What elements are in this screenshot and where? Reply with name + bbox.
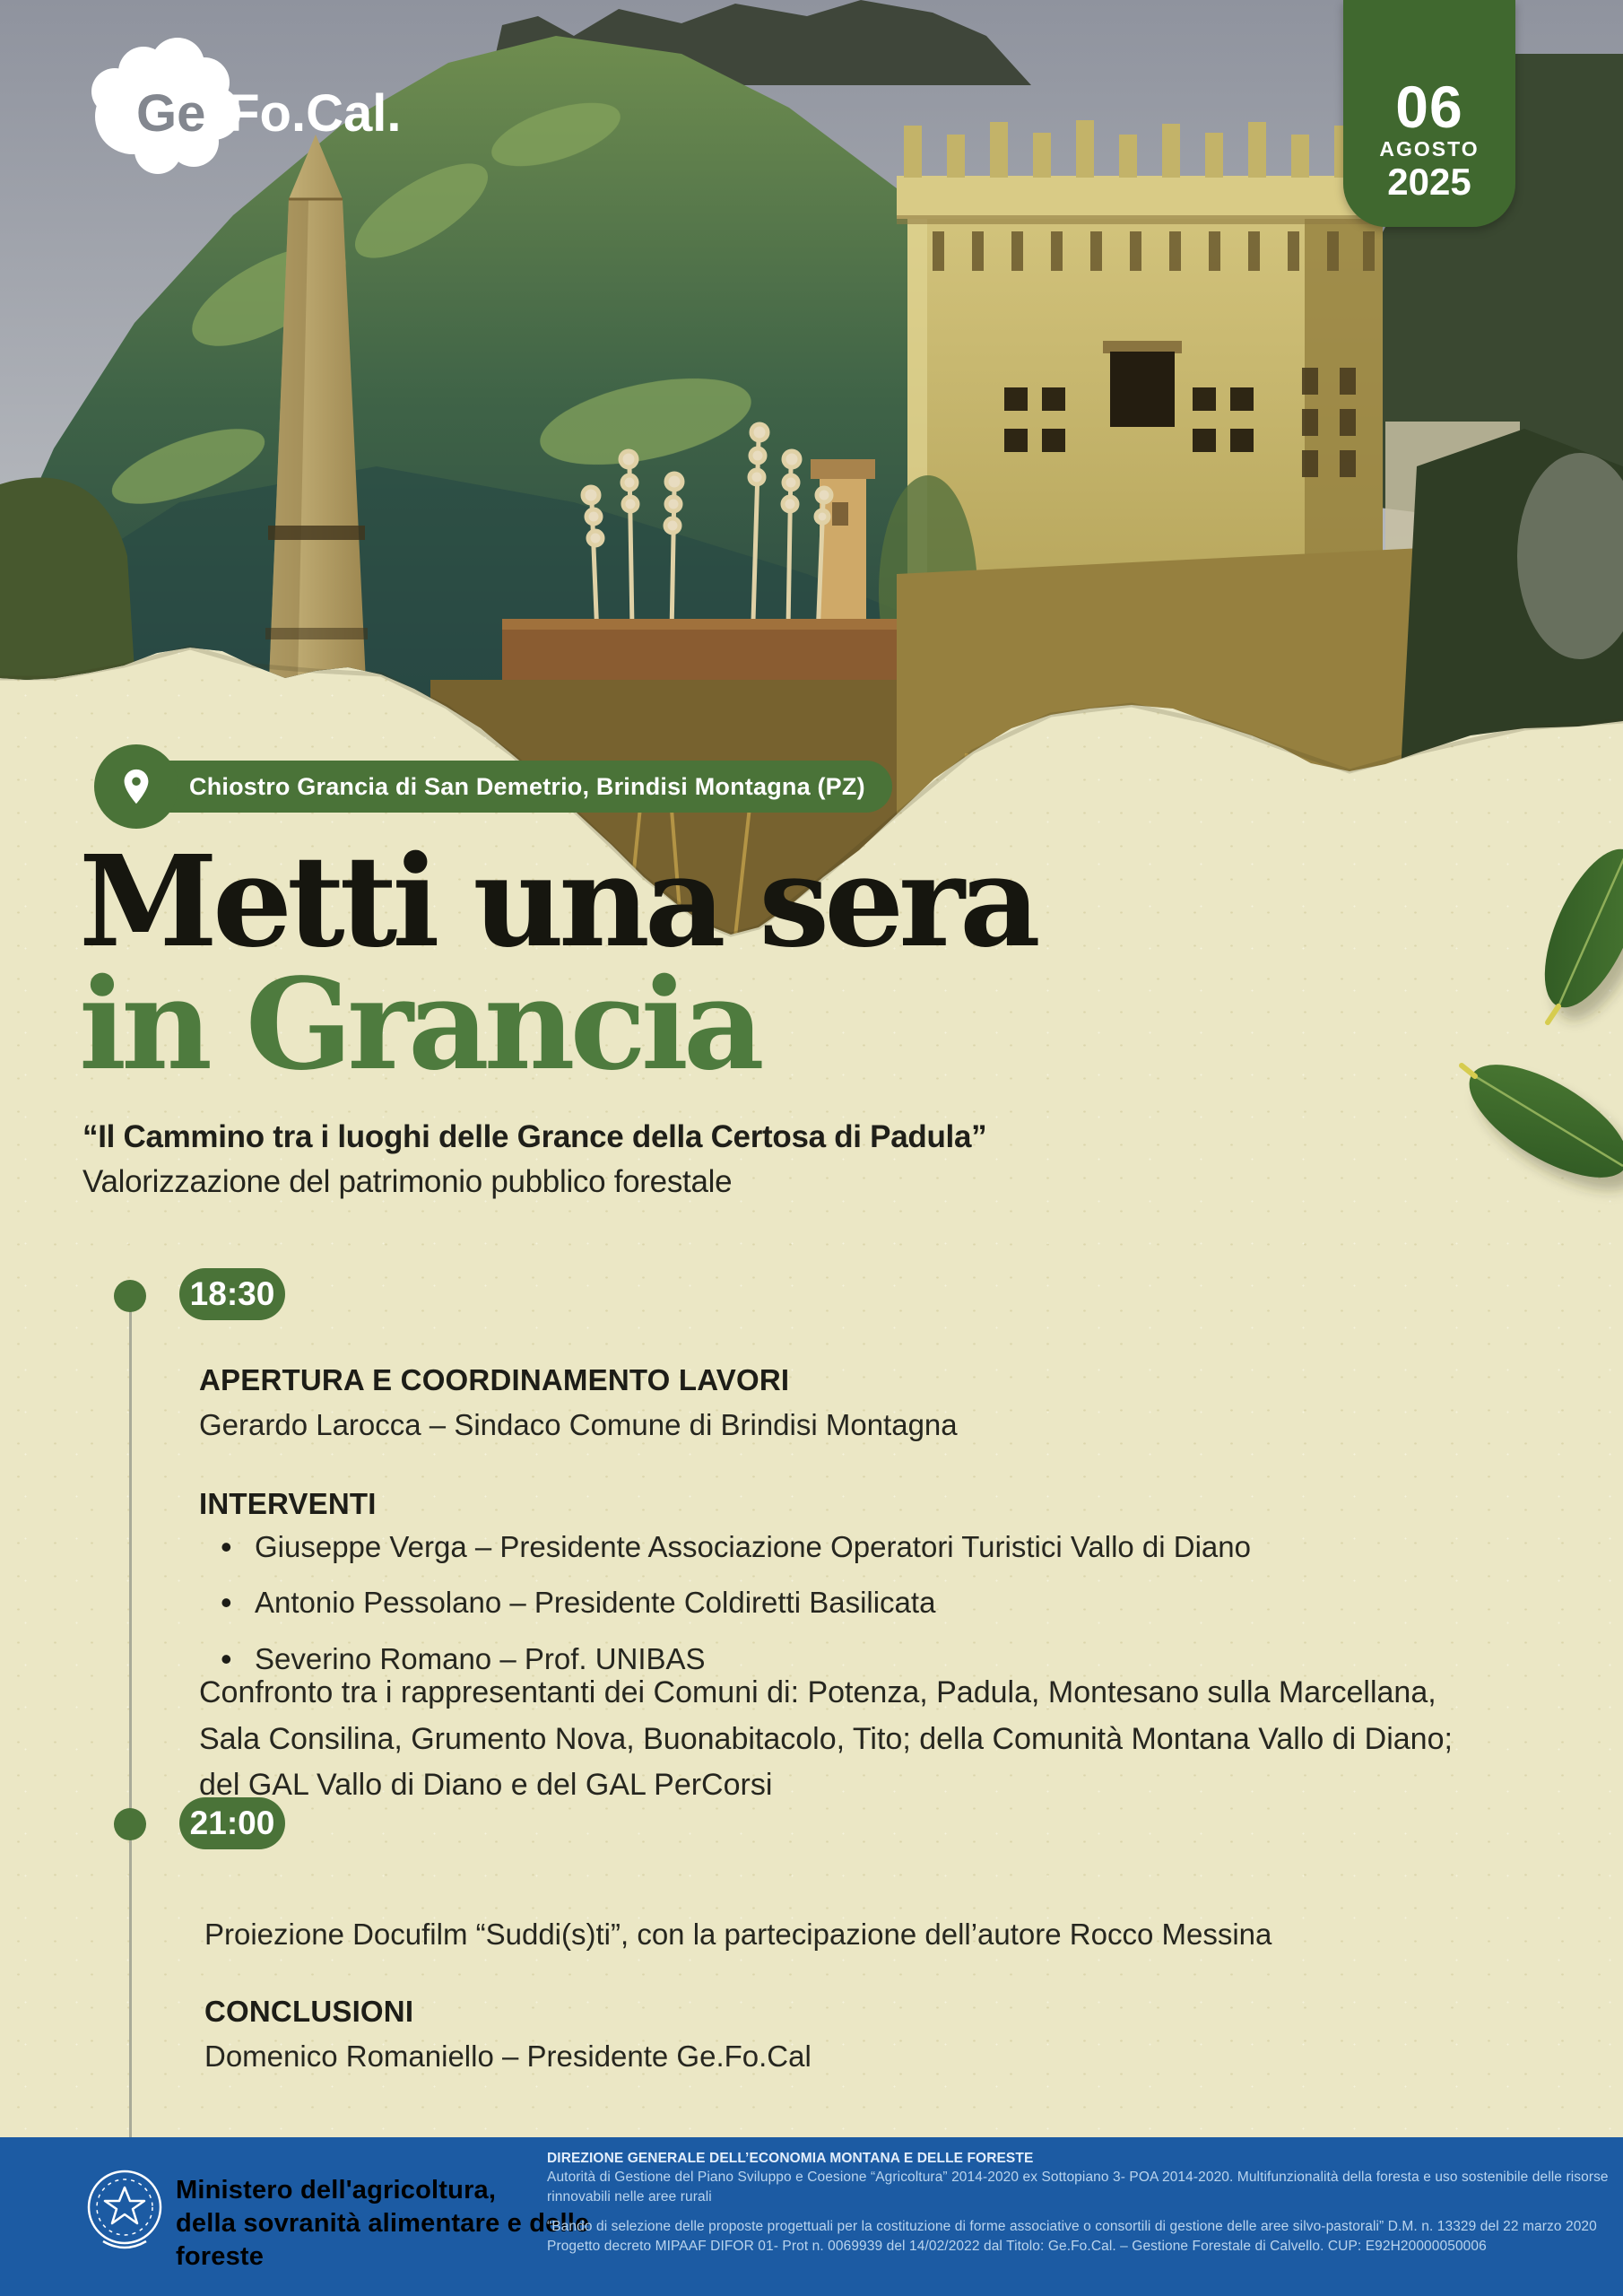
dg-line: DIREZIONE GENERALE DELL’ECONOMIA MONTANA E DELLE FORESTE — [547, 2151, 1034, 2166]
subtitle-tagline: Valorizzazione del patrimonio pubblico forestale — [82, 1164, 733, 1199]
timeline-dot-2100 — [114, 1808, 146, 1840]
map-pin-icon — [94, 744, 178, 829]
ministry-name — [176, 2174, 589, 2274]
ministry-line: Ministero dell'agricoltura, — [176, 2176, 497, 2205]
logo-text-ge: Ge — [136, 84, 206, 143]
location-pill — [94, 744, 892, 829]
gefocal-logo — [63, 27, 475, 179]
date-month: AGOSTO — [1379, 137, 1480, 161]
bando-line: “Bando di selezione delle proposte progettuali per la costituzione di forme associative o consortili di gestione delle aree silvo-pastorali” D.M. n. 13329 del 22 marzo 2020 — [547, 2219, 1597, 2235]
conclusioni-speaker: Domenico Romaniello – Presidente Ge.Fo.Cal — [204, 2039, 812, 2073]
progetto-line: Progetto decreto MIPAAF DIFOR 01- Prot n. 0069939 del 14/02/2022 dal Titolo: Ge.Fo.Cal. – Gestione Forestale di Calvello. CUP: E92H20000050006 — [547, 2238, 1487, 2254]
conclusioni-heading: CONCLUSIONI — [204, 1995, 414, 2028]
location-text: Chiostro Grancia di San Demetrio, Brindisi Montagna (PZ) — [157, 761, 892, 813]
date-year: 2025 — [1387, 160, 1471, 203]
footer-fineprint — [547, 2149, 1610, 2256]
proiezione-line: Proiezione Docufilm “Suddi(s)ti”, con la partecipazione dell’autore Rocco Messina — [204, 1918, 1272, 1951]
time-badge-2100: 21:00 — [179, 1797, 285, 1849]
logo-text-focal: .Fo.Cal. — [213, 84, 402, 143]
confronto-paragraph: Confronto tra i rappresentanti dei Comuni di: Potenza, Padula, Montesano sulla Marcellana, Sala Consilina, Grumento Nova, Buonabitacolo, Tito; della Comunità Montana Vallo di Diano; del GAL Vallo di Diano e del GAL PerCorsi — [199, 1675, 1453, 1803]
list-item: • Giuseppe Verga – Presidente Associazione Operatori Turistici Vallo di Diano — [199, 1528, 1508, 1565]
leaf-icon — [1453, 1042, 1623, 1211]
leaf-icon — [1525, 836, 1623, 1033]
date-badge — [1343, 0, 1515, 227]
timeline-line — [129, 1296, 132, 2137]
timeline-dot-1830 — [114, 1280, 146, 1312]
ministry-line: della sovranità alimentare e delle — [176, 2209, 590, 2239]
title-line1: Metti una sera — [79, 829, 1036, 976]
list-item: • Antonio Pessolano – Presidente Coldiretti Basilicata — [199, 1584, 1508, 1621]
date-day: 06 — [1395, 74, 1463, 140]
subtitle-quote: “Il Cammino tra i luoghi delle Grance della Certosa di Padula” — [82, 1119, 987, 1154]
list-item: • Severino Romano – Prof. UNIBAS — [199, 1640, 1508, 1677]
time-badge-1830: 18:30 — [179, 1268, 285, 1320]
page-title — [79, 829, 1036, 1100]
authority-line: Autorità di Gestione del Piano Sviluppo e Coesione “Agricoltura” 2014-2020 ex Sottopiano 3- POA 2014-2020. Multifunzionalità della foresta e uso sostenibile delle risorse rinnovabili nelle aree rurali — [547, 2170, 1609, 2205]
ministry-line: foreste — [176, 2242, 265, 2272]
apertura-heading: APERTURA E COORDINAMENTO LAVORI — [199, 1363, 790, 1396]
leaf-decoration — [1435, 825, 1623, 1211]
italy-emblem-icon — [85, 2164, 164, 2265]
apertura-speaker: Gerardo Larocca – Sindaco Comune di Brindisi Montagna — [199, 1408, 958, 1441]
title-line2: in Grancia — [79, 952, 759, 1100]
interventi-heading: INTERVENTI — [199, 1487, 377, 1520]
